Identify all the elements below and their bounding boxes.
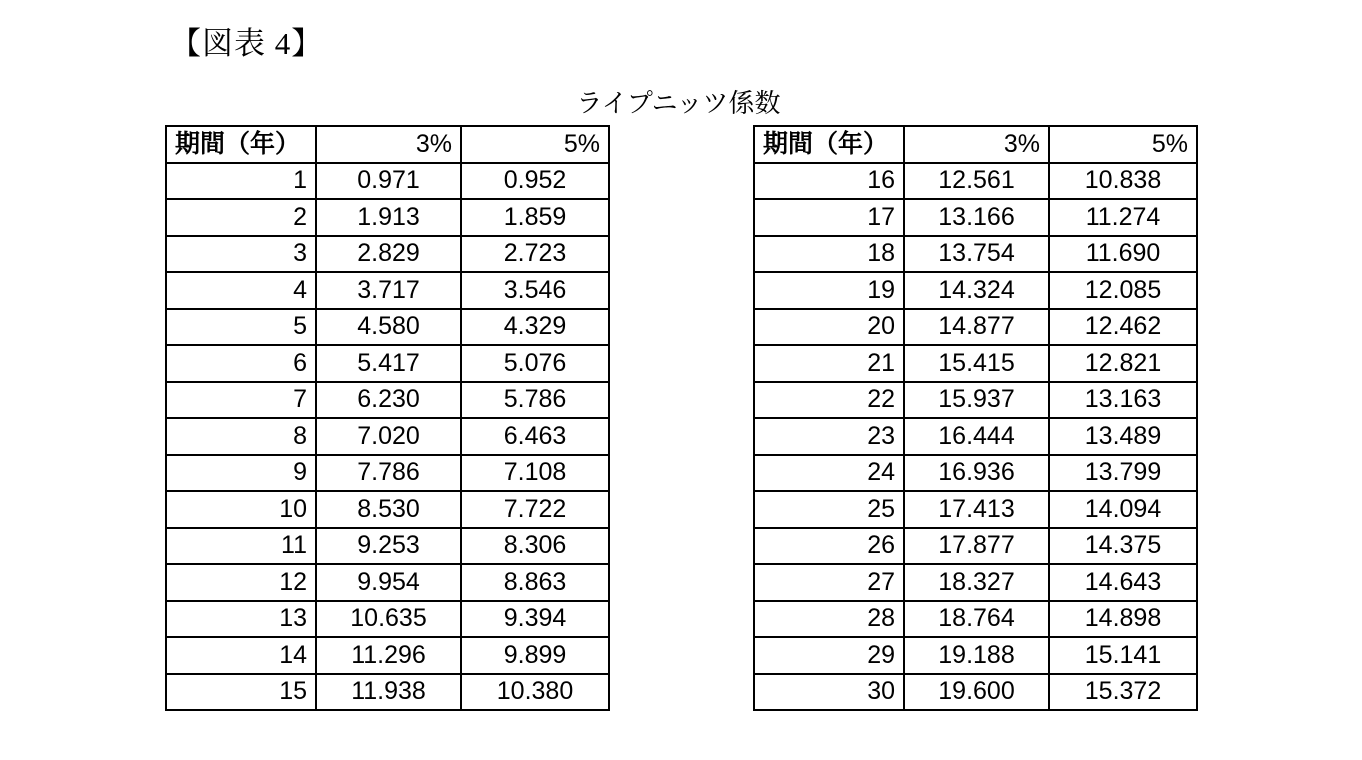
- cell-period-year: 25: [754, 491, 904, 528]
- cell-rate3-value: 9.954: [316, 564, 461, 601]
- table-row: [754, 674, 1197, 711]
- table-row: [754, 455, 1197, 492]
- column-header-rate3: 3%: [904, 126, 1049, 163]
- column-header-rate3: 3%: [316, 126, 461, 163]
- cell-period-year: 8: [166, 418, 316, 455]
- cell-rate3-value: 9.253: [316, 528, 461, 565]
- table-row: [166, 199, 609, 236]
- cell-rate3-value: 7.786: [316, 455, 461, 492]
- table-row: [166, 455, 609, 492]
- table-row: [754, 199, 1197, 236]
- cell-rate3-value: 12.561: [904, 163, 1049, 200]
- table-row: [166, 601, 609, 638]
- cell-period-year: 14: [166, 637, 316, 674]
- cell-rate5-value: 9.899: [461, 637, 609, 674]
- table-row: [166, 418, 609, 455]
- table-row: [166, 272, 609, 309]
- cell-rate5-value: 2.723: [461, 236, 609, 273]
- cell-period-year: 9: [166, 455, 316, 492]
- cell-rate5-value: 14.094: [1049, 491, 1197, 528]
- table-row: [166, 382, 609, 419]
- cell-rate5-value: 8.863: [461, 564, 609, 601]
- table-row: [754, 236, 1197, 273]
- header-row: [166, 126, 609, 163]
- cell-rate5-value: 12.085: [1049, 272, 1197, 309]
- cell-period-year: 11: [166, 528, 316, 565]
- leibniz-table-years-16-30: [753, 125, 1198, 711]
- header-row: [754, 126, 1197, 163]
- cell-rate3-value: 10.635: [316, 601, 461, 638]
- cell-period-year: 3: [166, 236, 316, 273]
- cell-rate5-value: 11.274: [1049, 199, 1197, 236]
- cell-rate5-value: 1.859: [461, 199, 609, 236]
- cell-period-year: 19: [754, 272, 904, 309]
- leibniz-table-years-1-15: [165, 125, 610, 711]
- cell-rate5-value: 15.372: [1049, 674, 1197, 711]
- cell-period-year: 28: [754, 601, 904, 638]
- table-row: [754, 345, 1197, 382]
- cell-rate5-value: 5.076: [461, 345, 609, 382]
- cell-rate3-value: 11.938: [316, 674, 461, 711]
- table-title: ライプニッツ係数: [576, 88, 781, 118]
- cell-rate3-value: 17.413: [904, 491, 1049, 528]
- cell-rate3-value: 3.717: [316, 272, 461, 309]
- cell-rate5-value: 15.141: [1049, 637, 1197, 674]
- cell-rate3-value: 8.530: [316, 491, 461, 528]
- cell-rate5-value: 14.375: [1049, 528, 1197, 565]
- table-row: [754, 418, 1197, 455]
- column-header-rate5: 5%: [1049, 126, 1197, 163]
- cell-period-year: 2: [166, 199, 316, 236]
- cell-rate5-value: 10.380: [461, 674, 609, 711]
- cell-period-year: 27: [754, 564, 904, 601]
- table-row: [166, 345, 609, 382]
- cell-period-year: 22: [754, 382, 904, 419]
- cell-rate5-value: 4.329: [461, 309, 609, 346]
- leibniz-table-area: [165, 88, 1192, 711]
- cell-period-year: 17: [754, 199, 904, 236]
- table-row: [754, 382, 1197, 419]
- table-row: [754, 637, 1197, 674]
- cell-rate3-value: 15.937: [904, 382, 1049, 419]
- cell-rate5-value: 13.799: [1049, 455, 1197, 492]
- cell-rate5-value: 14.643: [1049, 564, 1197, 601]
- table-row: [166, 309, 609, 346]
- cell-rate3-value: 17.877: [904, 528, 1049, 565]
- cell-rate5-value: 7.722: [461, 491, 609, 528]
- cell-rate3-value: 18.327: [904, 564, 1049, 601]
- cell-rate5-value: 13.489: [1049, 418, 1197, 455]
- cell-rate3-value: 7.020: [316, 418, 461, 455]
- cell-period-year: 24: [754, 455, 904, 492]
- cell-rate5-value: 3.546: [461, 272, 609, 309]
- cell-period-year: 26: [754, 528, 904, 565]
- cell-rate5-value: 9.394: [461, 601, 609, 638]
- cell-period-year: 1: [166, 163, 316, 200]
- cell-rate3-value: 4.580: [316, 309, 461, 346]
- cell-period-year: 5: [166, 309, 316, 346]
- cell-period-year: 18: [754, 236, 904, 273]
- cell-rate3-value: 13.754: [904, 236, 1049, 273]
- cell-rate5-value: 13.163: [1049, 382, 1197, 419]
- table-row: [166, 637, 609, 674]
- figure-label: 【図表 4】: [170, 26, 324, 61]
- column-header-period: 期間（年）: [754, 126, 904, 163]
- cell-rate5-value: 7.108: [461, 455, 609, 492]
- cell-period-year: 29: [754, 637, 904, 674]
- cell-period-year: 12: [166, 564, 316, 601]
- table-row: [754, 163, 1197, 200]
- table-row: [754, 309, 1197, 346]
- cell-rate3-value: 2.829: [316, 236, 461, 273]
- cell-period-year: 23: [754, 418, 904, 455]
- cell-rate3-value: 0.971: [316, 163, 461, 200]
- cell-rate3-value: 6.230: [316, 382, 461, 419]
- cell-rate3-value: 15.415: [904, 345, 1049, 382]
- cell-period-year: 16: [754, 163, 904, 200]
- cell-period-year: 7: [166, 382, 316, 419]
- cell-period-year: 4: [166, 272, 316, 309]
- cell-rate5-value: 5.786: [461, 382, 609, 419]
- cell-period-year: 20: [754, 309, 904, 346]
- cell-period-year: 6: [166, 345, 316, 382]
- table-row: [166, 674, 609, 711]
- cell-rate3-value: 5.417: [316, 345, 461, 382]
- cell-rate3-value: 14.877: [904, 309, 1049, 346]
- table-row: [166, 491, 609, 528]
- cell-rate5-value: 0.952: [461, 163, 609, 200]
- cell-rate5-value: 14.898: [1049, 601, 1197, 638]
- cell-rate5-value: 11.690: [1049, 236, 1197, 273]
- table-row: [754, 272, 1197, 309]
- table-row: [166, 528, 609, 565]
- table-row: [166, 236, 609, 273]
- cell-rate3-value: 19.188: [904, 637, 1049, 674]
- cell-rate3-value: 14.324: [904, 272, 1049, 309]
- cell-rate5-value: 6.463: [461, 418, 609, 455]
- cell-rate5-value: 12.462: [1049, 309, 1197, 346]
- cell-rate3-value: 11.296: [316, 637, 461, 674]
- tables-row: [165, 125, 1192, 711]
- cell-rate3-value: 13.166: [904, 199, 1049, 236]
- cell-rate3-value: 19.600: [904, 674, 1049, 711]
- cell-period-year: 10: [166, 491, 316, 528]
- column-header-period: 期間（年）: [166, 126, 316, 163]
- cell-rate3-value: 18.764: [904, 601, 1049, 638]
- table-row: [754, 491, 1197, 528]
- cell-period-year: 15: [166, 674, 316, 711]
- cell-period-year: 21: [754, 345, 904, 382]
- cell-rate5-value: 8.306: [461, 528, 609, 565]
- cell-rate5-value: 10.838: [1049, 163, 1197, 200]
- cell-rate3-value: 16.936: [904, 455, 1049, 492]
- table-row: [166, 163, 609, 200]
- cell-period-year: 30: [754, 674, 904, 711]
- column-header-rate5: 5%: [461, 126, 609, 163]
- cell-rate3-value: 16.444: [904, 418, 1049, 455]
- table-row: [754, 564, 1197, 601]
- cell-rate3-value: 1.913: [316, 199, 461, 236]
- table-row: [754, 601, 1197, 638]
- table-row: [166, 564, 609, 601]
- cell-period-year: 13: [166, 601, 316, 638]
- table-row: [754, 528, 1197, 565]
- cell-rate5-value: 12.821: [1049, 345, 1197, 382]
